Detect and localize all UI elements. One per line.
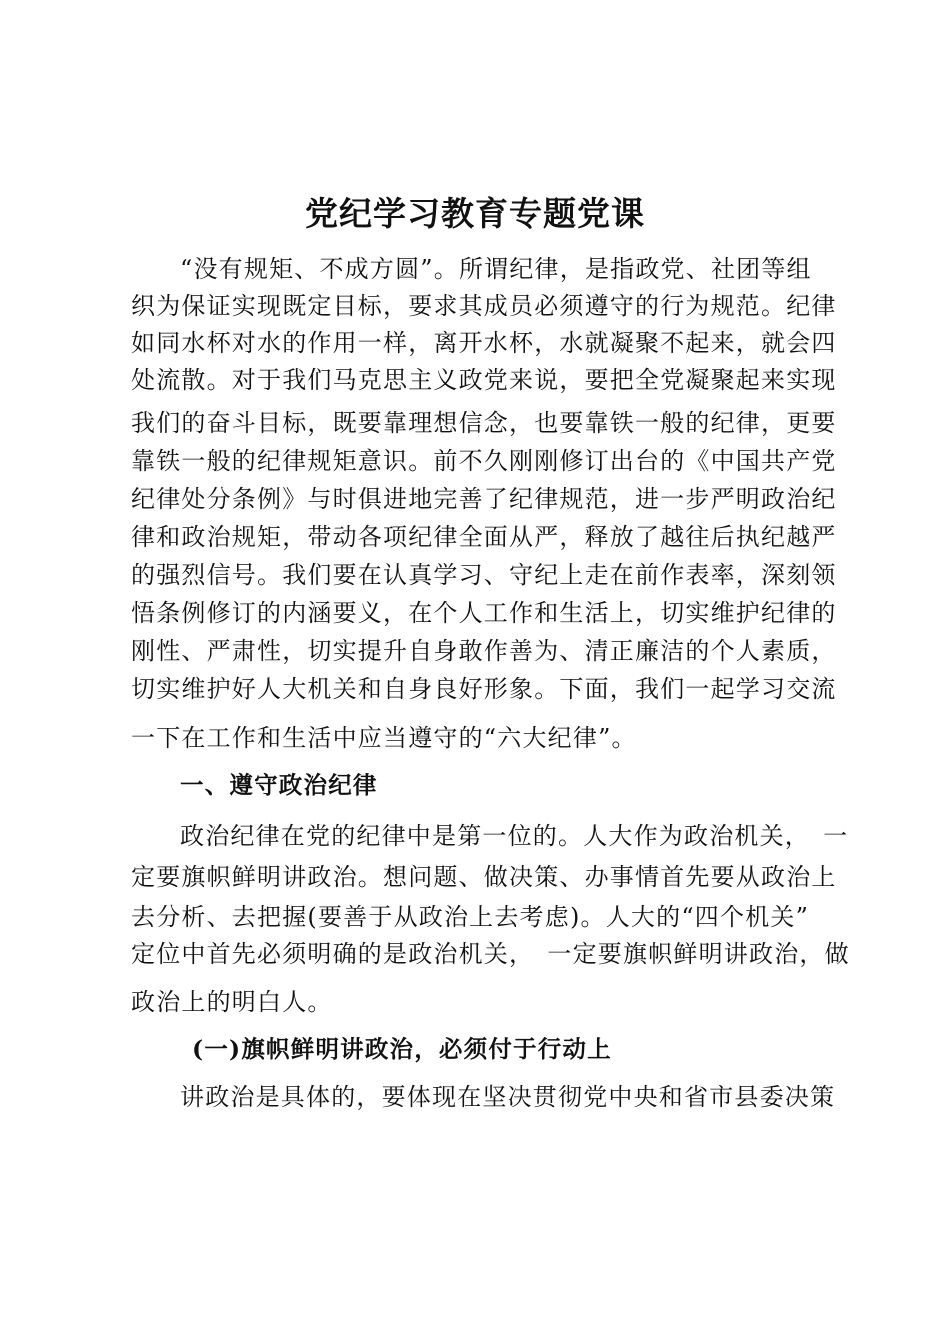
- paragraph-line: 政治上的明白人。: [131, 988, 333, 1016]
- paragraph-line: 刚性、严肃性，切实提升自身敢作善为、清正廉洁的个人素质，: [131, 637, 837, 665]
- paragraph-line: 律和政治规矩，带动各项纪律全面从严，释放了越往后执纪越严: [131, 523, 837, 551]
- paragraph-line: 如同水杯对水的作用一样，离开水杯，水就凝聚不起来，就会四: [131, 329, 837, 357]
- paragraph-line: 处流散。对于我们马克思主义政党来说，要把全党凝聚起来实现: [131, 366, 837, 394]
- paragraph-line: 靠铁一般的纪律规矩意识。前不久刚刚修订出台的《中国共产党: [131, 447, 837, 475]
- subsection-heading: (一)旗帜鲜明讲政治，必须付于行动上: [192, 1035, 612, 1063]
- paragraph-line: 切实维护好人大机关和自身良好形象。下面，我们一起学习交流: [131, 675, 837, 703]
- paragraph-line: 去分析、去把握(要善于从政治上去考虑)。人大的“四个机关”: [131, 903, 810, 931]
- paragraph-line: 定位中首先必须明确的是政治机关， 一定要旗帜鲜明讲政治，做: [131, 940, 850, 968]
- paragraph-line: 政治纪律在党的纪律中是第一位的。人大作为政治机关， 一: [180, 822, 849, 850]
- paragraph-line: 的强烈信号。我们要在认真学习、守纪上走在前作表率，深刻领: [131, 561, 837, 589]
- section-heading: 一、遵守政治纪律: [180, 771, 378, 799]
- paragraph-line: 织为保证实现既定目标，要求其成员必须遵守的行为规范。纪律: [131, 292, 837, 320]
- paragraph-line: 讲政治是具体的，要体现在坚决贯彻党中央和省市县委决策: [180, 1083, 836, 1111]
- document-title: 党纪学习教育专题党课: [305, 194, 645, 233]
- paragraph-line: 悟条例修订的内涵要义，在个人工作和生活上，切实维护纪律的: [131, 599, 837, 627]
- paragraph-line: 我们的奋斗目标，既要靠理想信念，也要靠铁一般的纪律，更要: [131, 409, 837, 437]
- paragraph-line: “没有规矩、不成方圆”。所谓纪律，是指政党、社团等组: [180, 255, 812, 283]
- paragraph-line: 纪律处分条例》与时俱进地完善了纪律规范，进一步严明政治纪: [131, 485, 837, 513]
- paragraph-line: 一下在工作和生活中应当遵守的“六大纪律”。: [131, 724, 637, 752]
- paragraph-line: 定要旗帜鲜明讲政治。想问题、做决策、办事情首先要从政治上: [131, 863, 837, 891]
